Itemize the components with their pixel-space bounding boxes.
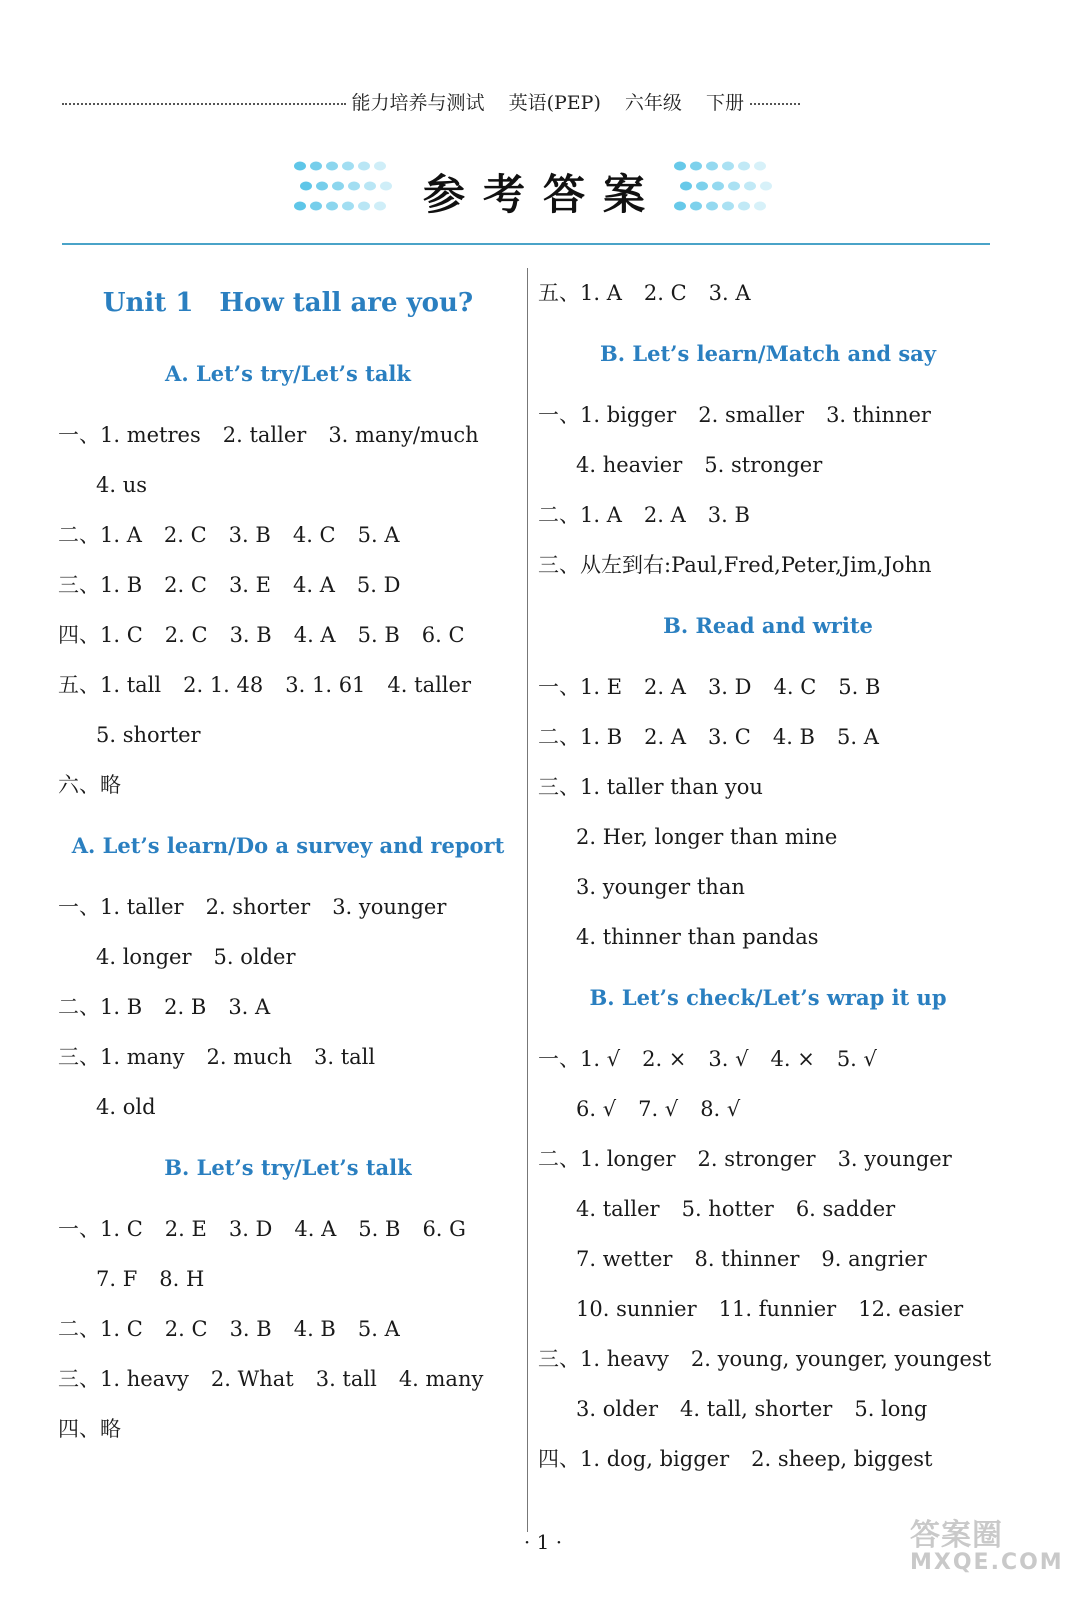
answer-line (58, 882, 518, 932)
question-number-label: 三、 (538, 553, 580, 577)
answer-item: 略 (100, 1417, 121, 1441)
answer-item: 1. taller (100, 895, 184, 919)
title-rule (62, 243, 990, 245)
question-number-label: 六、 (58, 773, 100, 797)
answer-item: 3. B (229, 623, 272, 647)
answer-item: 11. funnier (718, 1297, 837, 1321)
section-title: A. Let’s learn/Do a survey and report (71, 833, 505, 858)
answer-item: 1. C (100, 623, 143, 647)
answer-line (538, 1434, 998, 1484)
answer-item: 2. C (164, 623, 208, 647)
answer-item: 1. metres (100, 423, 201, 447)
watermark-logo (910, 1510, 1064, 1575)
answer-item: 4. × (770, 1047, 815, 1071)
answer-line (538, 1134, 998, 1184)
answer-item: 2. C (164, 1317, 208, 1341)
answer-line (58, 1032, 518, 1082)
section-title: A. Let’s try/Let’s talk (165, 361, 411, 386)
watermark-mark: 答案圈 (910, 1518, 1003, 1553)
question-number-label: 四、 (538, 1447, 580, 1471)
answer-item: 4. tall, shorter (679, 1397, 833, 1421)
answer-line (58, 410, 518, 460)
question-number-label: 二、 (58, 523, 100, 547)
question-number-label: 三、 (58, 573, 100, 597)
answer-line (538, 1084, 998, 1134)
answer-item: 1. dog, bigger (580, 1447, 730, 1471)
watermark-site: MXQE.COM (910, 1550, 1064, 1575)
answer-item: 3. C (708, 725, 751, 749)
question-number-label: 二、 (58, 995, 100, 1019)
answer-item: 8. H (159, 1267, 205, 1291)
answer-item: 5. B (358, 1217, 401, 1241)
answer-item: 1. B (580, 725, 623, 749)
answer-item: 10. sunnier (576, 1297, 697, 1321)
answer-item: 1. A (580, 503, 622, 527)
answer-item: 2. sheep, biggest (751, 1447, 933, 1471)
answer-item: 5. B (357, 623, 400, 647)
answer-item: 1. A (100, 523, 142, 547)
answer-item: 6. √ (576, 1097, 617, 1121)
answer-item: 3. D (228, 1217, 273, 1241)
column-divider (527, 268, 528, 1532)
question-number-label: 四、 (58, 1417, 100, 1441)
answer-item: 2. shorter (205, 895, 311, 919)
answer-item: 1. E (580, 675, 623, 699)
answer-item: 4. old (96, 1095, 156, 1119)
answer-item: 5. B (838, 675, 881, 699)
answer-item: 9. angrier (821, 1247, 927, 1271)
answer-item: 4. A (293, 623, 336, 647)
answer-item: 2. E (164, 1217, 207, 1241)
section-title: B. Read and write (663, 613, 873, 638)
answer-item: 4. A (292, 573, 335, 597)
answer-item: 3. younger (332, 895, 447, 919)
left-column (58, 268, 518, 1454)
answer-line (58, 460, 518, 510)
answer-item: 1. √ (580, 1047, 621, 1071)
answer-item: 5. D (356, 573, 401, 597)
answer-item: 4. heavier (576, 453, 683, 477)
answer-item: 3. younger (837, 1147, 952, 1171)
running-header (62, 88, 800, 115)
answer-item: 1. taller than you (580, 775, 763, 799)
answer-item: 4. C (773, 675, 817, 699)
question-number-label: 一、 (538, 1047, 580, 1071)
answer-line (58, 932, 518, 982)
answer-item: 略 (100, 773, 121, 797)
answer-line (58, 510, 518, 560)
answer-line (58, 560, 518, 610)
answer-line (58, 1254, 518, 1304)
question-number-label: 四、 (58, 623, 100, 647)
header-subject: 英语(PEP) (508, 92, 601, 114)
answer-line (58, 1404, 518, 1454)
answer-line (538, 1034, 998, 1084)
answer-item: 1. heavy (100, 1367, 189, 1391)
page-title: 参考答案 (422, 170, 663, 219)
answer-line (58, 660, 518, 710)
answer-item: 7. √ (638, 1097, 679, 1121)
answer-item: 5. A (836, 725, 879, 749)
answer-item: 2. C (163, 523, 207, 547)
answer-item: 3. younger than (576, 875, 745, 899)
answer-item: 1. longer (580, 1147, 676, 1171)
answer-item: 2. C (164, 573, 207, 597)
answer-item: 5. A (357, 1317, 400, 1341)
answer-item: 3. B (229, 1317, 272, 1341)
header-dotted-leader-left (62, 103, 346, 105)
answer-item: 4. many (398, 1367, 484, 1391)
section-title: B. Let’s learn/Match and say (599, 341, 936, 366)
answer-item: 8. thinner (694, 1247, 800, 1271)
answer-line (538, 662, 998, 712)
header-volume: 下册 (705, 92, 744, 114)
answer-item: 2. Her, longer than mine (576, 825, 838, 849)
answer-line (538, 712, 998, 762)
answer-item: 从左到右:Paul,Fred,Peter,Jim,John (580, 553, 932, 577)
answer-item: 2. young, younger, youngest (690, 1347, 992, 1371)
answer-item: 2. C (643, 281, 687, 305)
answer-line (538, 912, 998, 962)
answer-item: 5. older (213, 945, 296, 969)
question-number-label: 一、 (58, 1217, 100, 1241)
answer-line (538, 862, 998, 912)
answer-line (58, 760, 518, 810)
question-number-label: 三、 (58, 1045, 100, 1069)
question-number-label: 三、 (538, 1347, 580, 1371)
question-number-label: 二、 (538, 725, 580, 749)
answer-item: 2. 1. 48 (183, 673, 264, 697)
question-number-label: 二、 (538, 503, 580, 527)
answer-line (538, 1384, 998, 1434)
answer-item: 5. stronger (704, 453, 823, 477)
answer-line (58, 1082, 518, 1132)
answer-item: 7. F (96, 1267, 138, 1291)
answer-item: 2. A (644, 725, 687, 749)
question-number-label: 三、 (538, 775, 580, 799)
answer-item: 3. many/much (328, 423, 479, 447)
answer-item: 3. older (576, 1397, 658, 1421)
answer-line (58, 1304, 518, 1354)
header-text (346, 88, 750, 115)
answer-item: 2. B (164, 995, 207, 1019)
answer-item: 4. thinner than pandas (576, 925, 819, 949)
answer-line (538, 762, 998, 812)
header-grade: 六年级 (624, 92, 682, 114)
answer-item: 1. B (100, 573, 143, 597)
answer-item: 3. tall (313, 1045, 376, 1069)
answer-item: 5. hotter (681, 1197, 774, 1221)
answer-line (538, 490, 998, 540)
answer-line (538, 440, 998, 490)
answer-line (538, 390, 998, 440)
answer-item: 1. C (100, 1317, 143, 1341)
answer-item: 12. easier (858, 1297, 964, 1321)
answer-item: 6. G (422, 1217, 466, 1241)
answer-item: 2. × (642, 1047, 687, 1071)
answer-item: 1. A (580, 281, 622, 305)
question-number-label: 二、 (538, 1147, 580, 1171)
question-number-label: 一、 (58, 895, 100, 919)
answer-item: 5. long (854, 1397, 928, 1421)
answer-item: 2. smaller (698, 403, 805, 427)
answer-item: 5. A (357, 523, 400, 547)
question-number-label: 一、 (538, 403, 580, 427)
answer-item: 8. √ (700, 1097, 741, 1121)
answer-item: 1. tall (100, 673, 162, 697)
answer-item: 4. B (293, 1317, 336, 1341)
answer-item: 1. heavy (580, 1347, 669, 1371)
answer-item: 2. stronger (697, 1147, 816, 1171)
answer-item: 6. C (421, 623, 465, 647)
header-dotted-leader-right (750, 103, 800, 105)
section-title: B. Let’s try/Let’s talk (164, 1155, 412, 1180)
answer-item: 1. bigger (580, 403, 677, 427)
answer-item: 3. B (707, 503, 750, 527)
answer-item: 4. longer (96, 945, 192, 969)
unit-title: Unit 1 How tall are you? (102, 288, 474, 318)
question-number-label: 一、 (538, 675, 580, 699)
answer-item: 2. A (643, 503, 686, 527)
answer-item: 3. 1. 61 (285, 673, 366, 697)
answer-item: 3. A (228, 995, 271, 1019)
answer-item: 6. sadder (795, 1197, 896, 1221)
answer-item: 2. taller (222, 423, 307, 447)
answer-item: 1. many (100, 1045, 185, 1069)
answer-line (58, 1354, 518, 1404)
question-number-label: 二、 (58, 1317, 100, 1341)
question-number-label: 三、 (58, 1367, 100, 1391)
question-number-label: 五、 (58, 673, 100, 697)
answer-item: 2. A (644, 675, 686, 699)
answer-item: 3. E (228, 573, 271, 597)
section-title: B. Let’s check/Let’s wrap it up (589, 985, 947, 1010)
answer-line (538, 1184, 998, 1234)
answer-line (58, 610, 518, 660)
answer-item: 5. √ (836, 1047, 877, 1071)
answer-line (538, 268, 998, 318)
answer-line (538, 1334, 998, 1384)
answer-line (538, 812, 998, 862)
answer-line (58, 710, 518, 760)
right-column (538, 268, 998, 1484)
answer-item: 1. B (100, 995, 143, 1019)
answer-line (538, 540, 998, 590)
answer-item: 3. B (228, 523, 271, 547)
answer-item: 7. wetter (576, 1247, 673, 1271)
answer-item: 3. √ (708, 1047, 749, 1071)
answer-item: 5. shorter (96, 723, 201, 747)
answer-item: 2. much (206, 1045, 292, 1069)
answer-item: 1. C (100, 1217, 143, 1241)
answer-item: 4. C (292, 523, 336, 547)
answer-item: 3. A (708, 281, 751, 305)
header-book: 能力培养与测试 (351, 92, 485, 114)
page-number: · 1 · (523, 1530, 563, 1554)
question-number-label: 五、 (538, 281, 580, 305)
answer-item: 3. D (707, 675, 752, 699)
answer-item: 4. taller (576, 1197, 660, 1221)
question-number-label: 一、 (58, 423, 100, 447)
answer-line (58, 1204, 518, 1254)
answer-item: 4. taller (387, 673, 471, 697)
answer-line (538, 1284, 998, 1334)
answer-item: 4. B (772, 725, 815, 749)
answer-item: 3. thinner (826, 403, 931, 427)
answer-line (538, 1234, 998, 1284)
answer-item: 4. A (294, 1217, 337, 1241)
answer-item: 4. us (96, 473, 148, 497)
answer-item: 3. tall (315, 1367, 377, 1391)
answer-line (58, 982, 518, 1032)
answer-item: 2. What (210, 1367, 294, 1391)
